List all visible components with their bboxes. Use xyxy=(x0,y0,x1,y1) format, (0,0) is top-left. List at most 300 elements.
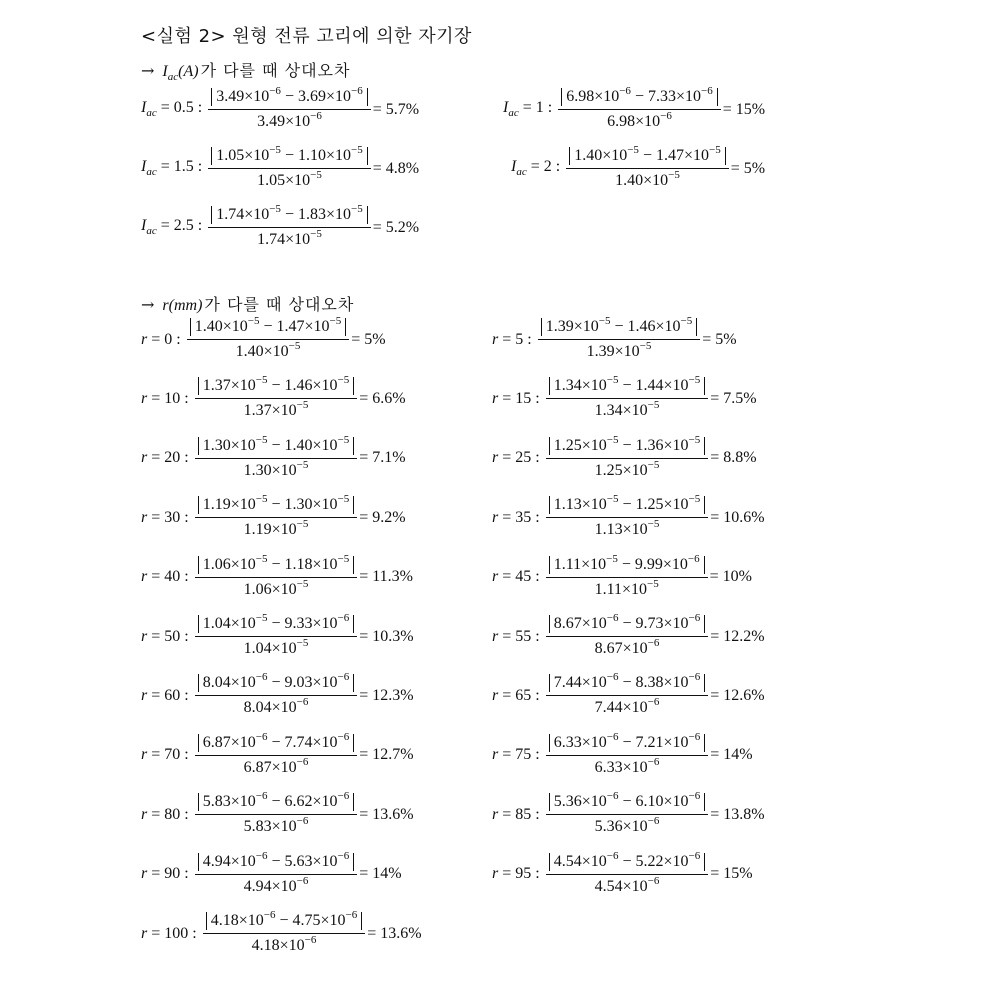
fraction xyxy=(546,671,709,717)
fraction xyxy=(195,849,358,896)
radius-equation xyxy=(141,493,406,539)
denominator xyxy=(244,578,309,599)
equation-label: r = 5 : xyxy=(492,330,532,348)
exponent: −6 xyxy=(647,815,660,828)
sci-number: $9.99\times 10^{-6}$ xyxy=(634,552,700,573)
absolute-value: $1.40\times 10^{-5} - 1.47\times 10^{-5}$ xyxy=(190,318,347,336)
relative-error-result: = 15% xyxy=(710,865,753,883)
numerator xyxy=(208,85,371,110)
exponent: −5 xyxy=(337,552,350,565)
sci-number: $4.94\times 10^{-6}$ xyxy=(243,874,309,895)
relative-error-result: = 8.8% xyxy=(710,449,757,467)
sci-number: $6.98\times 10^{-6}$ xyxy=(607,110,672,130)
denominator xyxy=(244,518,309,539)
section-heading-current xyxy=(141,58,350,83)
denominator xyxy=(615,169,680,190)
sci-number: $4.18\times 10^{-6}$ xyxy=(251,934,317,954)
denominator xyxy=(595,756,660,777)
numerator xyxy=(195,849,358,875)
numerator xyxy=(195,433,358,459)
denominator xyxy=(244,399,309,420)
absolute-value: $4.18\times 10^{-6} - 4.75\times 10^{-6}$ xyxy=(206,912,363,930)
radius-equation xyxy=(492,374,757,420)
radius-equation xyxy=(492,790,765,836)
sci-number: $6.62\times 10^{-6}$ xyxy=(284,790,350,811)
exponent: −6 xyxy=(351,85,363,97)
radius-equation xyxy=(141,671,414,717)
relative-error-result: = 9.2% xyxy=(359,508,406,526)
absolute-value: $8.67\times 10^{-6} - 9.73\times 10^{-6}$ xyxy=(549,615,706,633)
relative-error-result: = 6.6% xyxy=(359,389,406,407)
fraction xyxy=(558,85,721,131)
exponent: −6 xyxy=(255,849,268,862)
exponent: −6 xyxy=(310,110,322,122)
exponent: −6 xyxy=(263,909,276,921)
relative-error-result: = 12.2% xyxy=(710,627,765,645)
current-equation xyxy=(511,144,766,190)
sci-number: $6.87\times 10^{-6}$ xyxy=(202,730,268,751)
absolute-value: $1.11\times 10^{-5} - 9.99\times 10^{-6}$ xyxy=(549,556,705,574)
fraction xyxy=(208,203,371,249)
denominator xyxy=(244,637,309,658)
equation-label: $I_{ac} = 2$ : xyxy=(511,158,561,179)
sci-number: $5.83\times 10^{-6}$ xyxy=(243,815,309,836)
sci-number: $5.83\times 10^{-6}$ xyxy=(202,790,268,811)
relative-error-result: = 14% xyxy=(710,746,753,764)
relative-error-result: = 15% xyxy=(722,100,766,118)
sci-number: $1.11\times 10^{-5}$ xyxy=(594,577,659,598)
sci-number: $1.04\times 10^{-5}$ xyxy=(243,637,309,657)
exponent: −6 xyxy=(606,730,619,743)
section-text: 가 다를 때 상대오차 xyxy=(204,295,355,314)
denominator xyxy=(244,696,309,717)
exponent: −5 xyxy=(255,433,268,446)
denominator xyxy=(257,169,322,190)
radius-equation xyxy=(141,909,422,955)
denominator xyxy=(244,459,309,480)
fraction xyxy=(208,144,371,190)
sci-number: $1.34\times 10^{-5}$ xyxy=(553,374,619,395)
denominator xyxy=(236,340,301,361)
exponent: −5 xyxy=(269,144,281,156)
exponent: −6 xyxy=(606,849,619,862)
absolute-value: $1.05\times 10^{-5} - 1.10\times 10^{-5}$ xyxy=(211,147,368,165)
equation-label: $I_{ac} = 1.5$ : xyxy=(141,158,203,179)
fraction xyxy=(538,315,701,361)
current-equation xyxy=(503,85,766,131)
sci-number: $1.04\times 10^{-5}$ xyxy=(202,612,268,632)
equation-label: r = 85 : xyxy=(492,805,540,823)
relative-error-result: = 14% xyxy=(359,865,402,883)
exponent: −5 xyxy=(647,458,660,471)
exponent: −5 xyxy=(351,203,363,215)
exponent: −6 xyxy=(337,612,350,624)
numerator xyxy=(195,493,358,518)
sci-number: $1.06\times 10^{-5}$ xyxy=(243,577,309,598)
equation-label: r = 40 : xyxy=(141,568,189,586)
exponent: −5 xyxy=(647,577,659,590)
absolute-value: $1.40\times 10^{-5} - 1.47\times 10^{-5}$ xyxy=(569,147,726,165)
exponent: −5 xyxy=(639,340,652,352)
sci-number: $1.40\times 10^{-5}$ xyxy=(284,433,350,454)
denominator xyxy=(257,110,322,131)
exponent: −6 xyxy=(687,552,700,565)
numerator xyxy=(546,612,709,637)
sci-number: $4.75\times 10^{-6}$ xyxy=(292,909,358,929)
sci-number: $4.94\times 10^{-6}$ xyxy=(202,849,268,870)
radius-equation xyxy=(492,730,753,777)
equation-label: r = 35 : xyxy=(492,508,540,526)
fraction xyxy=(546,433,709,480)
sci-number: $5.22\times 10^{-6}$ xyxy=(635,849,701,870)
fraction xyxy=(187,315,350,361)
denominator xyxy=(595,578,659,599)
sci-number: $1.18\times 10^{-5}$ xyxy=(284,552,350,573)
exponent: −5 xyxy=(255,493,268,506)
absolute-value: $1.04\times 10^{-5} - 9.33\times 10^{-6}$ xyxy=(198,615,355,633)
fraction xyxy=(195,374,358,420)
sci-number: $1.19\times 10^{-5}$ xyxy=(202,493,268,514)
absolute-value: $4.94\times 10^{-6} - 5.63\times 10^{-6}$ xyxy=(198,853,355,871)
exponent: −5 xyxy=(337,493,350,506)
section-text: 가 다를 때 상대오차 xyxy=(200,61,351,80)
relative-error-result: = 7.1% xyxy=(359,449,406,467)
absolute-value: $7.44\times 10^{-6} - 8.38\times 10^{-6}$ xyxy=(549,674,706,692)
sci-number: $3.49\times 10^{-6}$ xyxy=(257,110,322,130)
equation-label: $I_{ac} = 1$ : xyxy=(503,99,553,120)
relative-error-result: = 5% xyxy=(351,330,386,348)
exponent: −6 xyxy=(337,730,350,743)
relative-error-result: = 5.2% xyxy=(372,218,420,236)
denominator xyxy=(252,934,317,955)
section-variable: r(mm) xyxy=(162,297,203,314)
exponent: −6 xyxy=(647,755,660,768)
exponent: −5 xyxy=(269,203,281,215)
fraction xyxy=(195,612,358,658)
numerator xyxy=(546,374,709,399)
radius-equation xyxy=(141,552,413,599)
sci-number: $1.47\times 10^{-5}$ xyxy=(655,144,721,164)
relative-error-result: = 12.3% xyxy=(359,686,414,704)
relative-error-result: = 11.3% xyxy=(359,568,413,586)
denominator xyxy=(244,756,309,777)
sci-number: $1.11\times 10^{-5}$ xyxy=(553,552,618,573)
equation-label: r = 15 : xyxy=(492,389,540,407)
radius-equation xyxy=(492,849,753,896)
sci-number: $1.74\times 10^{-5}$ xyxy=(216,203,281,223)
denominator xyxy=(595,518,660,539)
denominator xyxy=(244,815,309,836)
numerator xyxy=(195,730,358,756)
fraction xyxy=(195,552,358,599)
sci-number: $9.73\times 10^{-6}$ xyxy=(635,612,701,632)
equation-label: r = 30 : xyxy=(141,508,189,526)
relative-error-result: = 13.8% xyxy=(710,805,765,823)
fraction xyxy=(566,144,729,190)
exponent: −5 xyxy=(668,169,680,181)
numerator xyxy=(195,671,358,696)
sci-number: $6.10\times 10^{-6}$ xyxy=(635,790,701,811)
numerator xyxy=(546,849,709,875)
sci-number: $3.69\times 10^{-6}$ xyxy=(297,85,363,105)
page-title: <실험 2> 원형 전류 고리에 의한 자기장 xyxy=(141,26,472,47)
equation-label: r = 90 : xyxy=(141,865,189,883)
exponent: −5 xyxy=(688,374,701,387)
absolute-value: $1.25\times 10^{-5} - 1.36\times 10^{-5}$ xyxy=(549,437,706,455)
radius-equation xyxy=(141,374,406,420)
absolute-value: $1.34\times 10^{-5} - 1.44\times 10^{-5}$ xyxy=(549,377,706,395)
sci-number: $1.40\times 10^{-5}$ xyxy=(235,340,301,360)
numerator xyxy=(203,909,366,934)
sci-number: $1.47\times 10^{-5}$ xyxy=(276,315,342,335)
exponent: −6 xyxy=(606,790,619,803)
exponent: −5 xyxy=(606,493,619,506)
exponent: −5 xyxy=(688,433,701,446)
exponent: −5 xyxy=(296,458,309,471)
exponent: −5 xyxy=(598,315,611,327)
numerator xyxy=(195,552,358,578)
exponent: −6 xyxy=(296,815,309,828)
exponent: −5 xyxy=(329,315,342,327)
fraction xyxy=(208,85,371,131)
exponent: −6 xyxy=(296,755,309,768)
fraction xyxy=(195,671,358,717)
exponent: −6 xyxy=(688,730,701,743)
radius-equation xyxy=(492,552,752,599)
sci-number: $6.87\times 10^{-6}$ xyxy=(243,755,309,776)
exponent: −6 xyxy=(296,696,309,709)
sci-number: $1.40\times 10^{-5}$ xyxy=(194,315,260,335)
absolute-value: $1.74\times 10^{-5} - 1.83\times 10^{-5}$ xyxy=(211,206,368,224)
fraction xyxy=(195,790,358,836)
sci-number: $7.44\times 10^{-6}$ xyxy=(553,671,619,692)
numerator xyxy=(546,671,709,696)
exponent: −6 xyxy=(619,85,631,97)
absolute-value: $5.83\times 10^{-6} - 6.62\times 10^{-6}$ xyxy=(198,793,355,811)
equation-label: r = 70 : xyxy=(141,746,189,764)
current-equation xyxy=(141,144,420,190)
radius-equation xyxy=(141,849,402,896)
exponent: −6 xyxy=(345,909,358,921)
sci-number: $1.40\times 10^{-5}$ xyxy=(574,144,639,164)
sci-number: $7.33\times 10^{-6}$ xyxy=(647,85,713,105)
relative-error-result: = 5% xyxy=(730,159,766,177)
sci-number: $4.54\times 10^{-6}$ xyxy=(594,874,660,895)
exponent: −5 xyxy=(255,374,268,387)
radius-equation xyxy=(141,730,414,777)
numerator xyxy=(195,790,358,815)
exponent: −5 xyxy=(255,552,268,565)
sci-number: $1.74\times 10^{-5}$ xyxy=(257,228,322,248)
exponent: −5 xyxy=(688,493,701,506)
sci-number: $1.13\times 10^{-5}$ xyxy=(594,518,660,539)
sci-number: $1.30\times 10^{-5}$ xyxy=(243,458,309,479)
absolute-value: $6.87\times 10^{-6} - 7.74\times 10^{-6}$ xyxy=(198,734,355,752)
fraction xyxy=(546,374,709,420)
denominator xyxy=(595,459,660,480)
relative-error-result: = 10.6% xyxy=(710,508,765,526)
relative-error-result: = 13.6% xyxy=(359,805,414,823)
sci-number: $1.13\times 10^{-5}$ xyxy=(553,493,619,514)
absolute-value: $1.37\times 10^{-5} - 1.46\times 10^{-5}$ xyxy=(198,377,355,395)
exponent: −5 xyxy=(337,433,350,446)
numerator xyxy=(546,730,709,756)
radius-equation xyxy=(141,433,406,480)
exponent: −5 xyxy=(351,144,363,156)
sci-number: $6.33\times 10^{-6}$ xyxy=(553,730,619,751)
exponent: −5 xyxy=(310,169,322,181)
denominator xyxy=(595,815,660,836)
exponent: −5 xyxy=(255,612,268,624)
sci-number: $1.46\times 10^{-5}$ xyxy=(627,315,693,335)
denominator xyxy=(595,875,660,896)
numerator xyxy=(195,612,358,637)
absolute-value: $5.36\times 10^{-6} - 6.10\times 10^{-6}$ xyxy=(549,793,706,811)
sci-number: $1.06\times 10^{-5}$ xyxy=(202,552,268,573)
radius-equation xyxy=(492,671,765,717)
absolute-value: $1.19\times 10^{-5} - 1.30\times 10^{-5}$ xyxy=(198,496,355,514)
fraction xyxy=(546,849,709,896)
equation-label: r = 10 : xyxy=(141,389,189,407)
absolute-value: $8.04\times 10^{-6} - 9.03\times 10^{-6}$ xyxy=(198,674,355,692)
equation-label: r = 100 : xyxy=(141,924,197,942)
exponent: −6 xyxy=(296,874,309,887)
numerator xyxy=(566,144,729,169)
sci-number: $5.36\times 10^{-6}$ xyxy=(594,815,660,836)
denominator xyxy=(587,340,652,361)
fraction xyxy=(203,909,366,955)
numerator xyxy=(187,315,350,340)
sci-number: $1.05\times 10^{-5}$ xyxy=(216,144,281,164)
absolute-value: $1.30\times 10^{-5} - 1.40\times 10^{-5}$ xyxy=(198,437,355,455)
equation-label: r = 20 : xyxy=(141,449,189,467)
relative-error-result: = 13.6% xyxy=(367,924,422,942)
radius-equation xyxy=(492,315,737,361)
sci-number: $1.25\times 10^{-5}$ xyxy=(635,493,701,514)
numerator xyxy=(546,493,709,518)
numerator xyxy=(538,315,701,340)
absolute-value: $3.49\times 10^{-6} - 3.69\times 10^{-6}$ xyxy=(211,88,368,106)
sci-number: $4.18\times 10^{-6}$ xyxy=(210,909,276,929)
sci-number: $1.36\times 10^{-5}$ xyxy=(635,433,701,454)
equation-label: r = 75 : xyxy=(492,746,540,764)
relative-error-result: = 5.7% xyxy=(372,100,420,118)
relative-error-result: = 12.6% xyxy=(710,686,765,704)
sci-number: $1.19\times 10^{-5}$ xyxy=(243,518,309,539)
sci-number: $1.44\times 10^{-5}$ xyxy=(635,374,701,395)
exponent: −6 xyxy=(688,671,701,684)
exponent: −6 xyxy=(255,730,268,743)
equation-label: r = 50 : xyxy=(141,627,189,645)
sci-number: $1.30\times 10^{-5}$ xyxy=(202,433,268,454)
sci-number: $1.10\times 10^{-5}$ xyxy=(297,144,363,164)
radius-equation xyxy=(492,493,765,539)
section-heading-radius xyxy=(141,292,354,315)
exponent: −5 xyxy=(680,315,693,327)
exponent: −5 xyxy=(647,518,660,531)
exponent: −5 xyxy=(606,552,618,565)
sci-number: $1.25\times 10^{-5}$ xyxy=(553,433,619,454)
sci-number: $8.67\times 10^{-6}$ xyxy=(594,637,660,657)
fraction xyxy=(195,433,358,480)
relative-error-result: = 10% xyxy=(709,568,752,586)
absolute-value: $1.39\times 10^{-5} - 1.46\times 10^{-5}$ xyxy=(541,318,698,336)
arrow-icon: → xyxy=(141,295,155,314)
sci-number: $1.46\times 10^{-5}$ xyxy=(284,374,350,395)
sci-number: $1.83\times 10^{-5}$ xyxy=(297,203,363,223)
sci-number: $1.40\times 10^{-5}$ xyxy=(615,169,680,189)
numerator xyxy=(546,552,708,578)
exponent: −6 xyxy=(337,790,350,803)
exponent: −5 xyxy=(296,577,309,590)
sci-number: $8.04\times 10^{-6}$ xyxy=(202,671,268,692)
radius-equation xyxy=(141,790,414,836)
fraction xyxy=(546,552,708,599)
equation-label: r = 80 : xyxy=(141,805,189,823)
sci-number: $7.74\times 10^{-6}$ xyxy=(284,730,350,751)
exponent: −5 xyxy=(288,340,301,352)
denominator xyxy=(244,875,309,896)
absolute-value: $6.98\times 10^{-6} - 7.33\times 10^{-6}$ xyxy=(561,88,718,106)
fraction xyxy=(195,493,358,539)
denominator xyxy=(607,110,672,131)
fraction xyxy=(546,730,709,777)
sci-number: $9.33\times 10^{-6}$ xyxy=(284,612,350,632)
sci-number: $3.49\times 10^{-6}$ xyxy=(216,85,281,105)
sci-number: $9.03\times 10^{-6}$ xyxy=(284,671,350,692)
equation-label: r = 55 : xyxy=(492,627,540,645)
radius-equation xyxy=(492,612,765,658)
numerator xyxy=(208,203,371,228)
exponent: −6 xyxy=(269,85,281,97)
exponent: −6 xyxy=(337,671,350,684)
equation-label: r = 60 : xyxy=(141,686,189,704)
exponent: −5 xyxy=(627,144,639,156)
radius-equation xyxy=(141,315,386,361)
equation-label: r = 25 : xyxy=(492,449,540,467)
equation-label: r = 45 : xyxy=(492,568,540,586)
denominator xyxy=(595,399,660,420)
exponent: −5 xyxy=(247,315,260,327)
exponent: −5 xyxy=(606,374,619,387)
arrow-icon: → xyxy=(141,61,155,80)
sci-number: $7.44\times 10^{-6}$ xyxy=(594,696,660,717)
exponent: −6 xyxy=(255,790,268,803)
fraction xyxy=(546,790,709,836)
relative-error-result: = 4.8% xyxy=(372,159,420,177)
exponent: −6 xyxy=(255,671,268,684)
denominator xyxy=(257,228,322,249)
sci-number: $1.34\times 10^{-5}$ xyxy=(594,399,660,420)
exponent: −5 xyxy=(337,374,350,387)
exponent: −6 xyxy=(701,85,713,97)
equation-label: r = 65 : xyxy=(492,686,540,704)
current-equation xyxy=(141,85,420,131)
exponent: −6 xyxy=(647,696,660,709)
exponent: −5 xyxy=(310,228,322,240)
section-variable: $I_{ac}(A)$ xyxy=(162,63,199,84)
sci-number: $5.63\times 10^{-6}$ xyxy=(284,849,350,870)
sci-number: $1.05\times 10^{-5}$ xyxy=(257,169,322,189)
sci-number: $7.21\times 10^{-6}$ xyxy=(635,730,701,751)
sci-number: $5.36\times 10^{-6}$ xyxy=(553,790,619,811)
exponent: −6 xyxy=(660,110,672,122)
denominator xyxy=(595,637,660,658)
exponent: −6 xyxy=(606,671,619,684)
exponent: −5 xyxy=(647,399,660,412)
fraction xyxy=(546,493,709,539)
exponent: −6 xyxy=(304,934,317,946)
